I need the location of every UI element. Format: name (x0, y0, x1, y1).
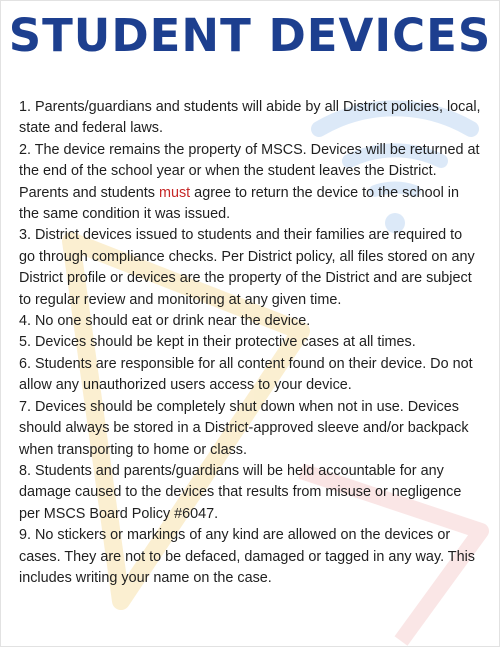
rule-item (19, 311, 481, 332)
rule-item (19, 354, 481, 397)
rule-highlight: must (159, 184, 191, 201)
rule-text-after: agree to return the device to the school in the same condition it was issued. (19, 184, 459, 223)
rule-item (19, 225, 481, 311)
rules-list (19, 97, 481, 589)
rule-item (19, 525, 481, 589)
rule-text-before: 2. The device remains the property of MSCS. Devices will be returned at the end of the school year or when the student leaves the District. Parents and students (19, 141, 480, 201)
rule-text: 3. District devices issued to students and their families are required to go through compliance checks. Per District policy, all files stored on any District profile or devices are the property of the District and are subject to regular review and monitoring at any given time. (19, 227, 475, 308)
rule-text: 8. Students and parents/guardians will be held accountable for any damage caused to the devices that results from misuse or negligence per MSCS Board Policy #6047. (19, 462, 462, 522)
rule-text: 1. Parents/guardians and students will abide by all District policies, local, state and federal laws. (19, 99, 481, 137)
rule-item (19, 461, 481, 525)
rule-item (19, 397, 481, 461)
rule-text: 7. Devices should be completely shut down when not in use. Devices should always be stored in a District-approved sleeve and/or backpack when transporting to home or class. (19, 398, 469, 458)
page-title: STUDENT DEVICES (8, 9, 492, 62)
rule-item (19, 332, 481, 353)
rule-item (19, 97, 481, 140)
rule-item (19, 140, 481, 226)
rule-text: 5. Devices should be kept in their protective cases at all times. (19, 334, 416, 351)
rule-text: 6. Students are responsible for all content found on their device. Do not allow any unauthorized users access to your device. (19, 355, 473, 394)
rule-text: 9. No stickers or markings of any kind are allowed on the devices or cases. They are not to be defaced, damaged or tagged in any way. This includes writing your name on the case. (19, 527, 475, 586)
rule-text: 4. No one should eat or drink near the device. (19, 313, 311, 330)
